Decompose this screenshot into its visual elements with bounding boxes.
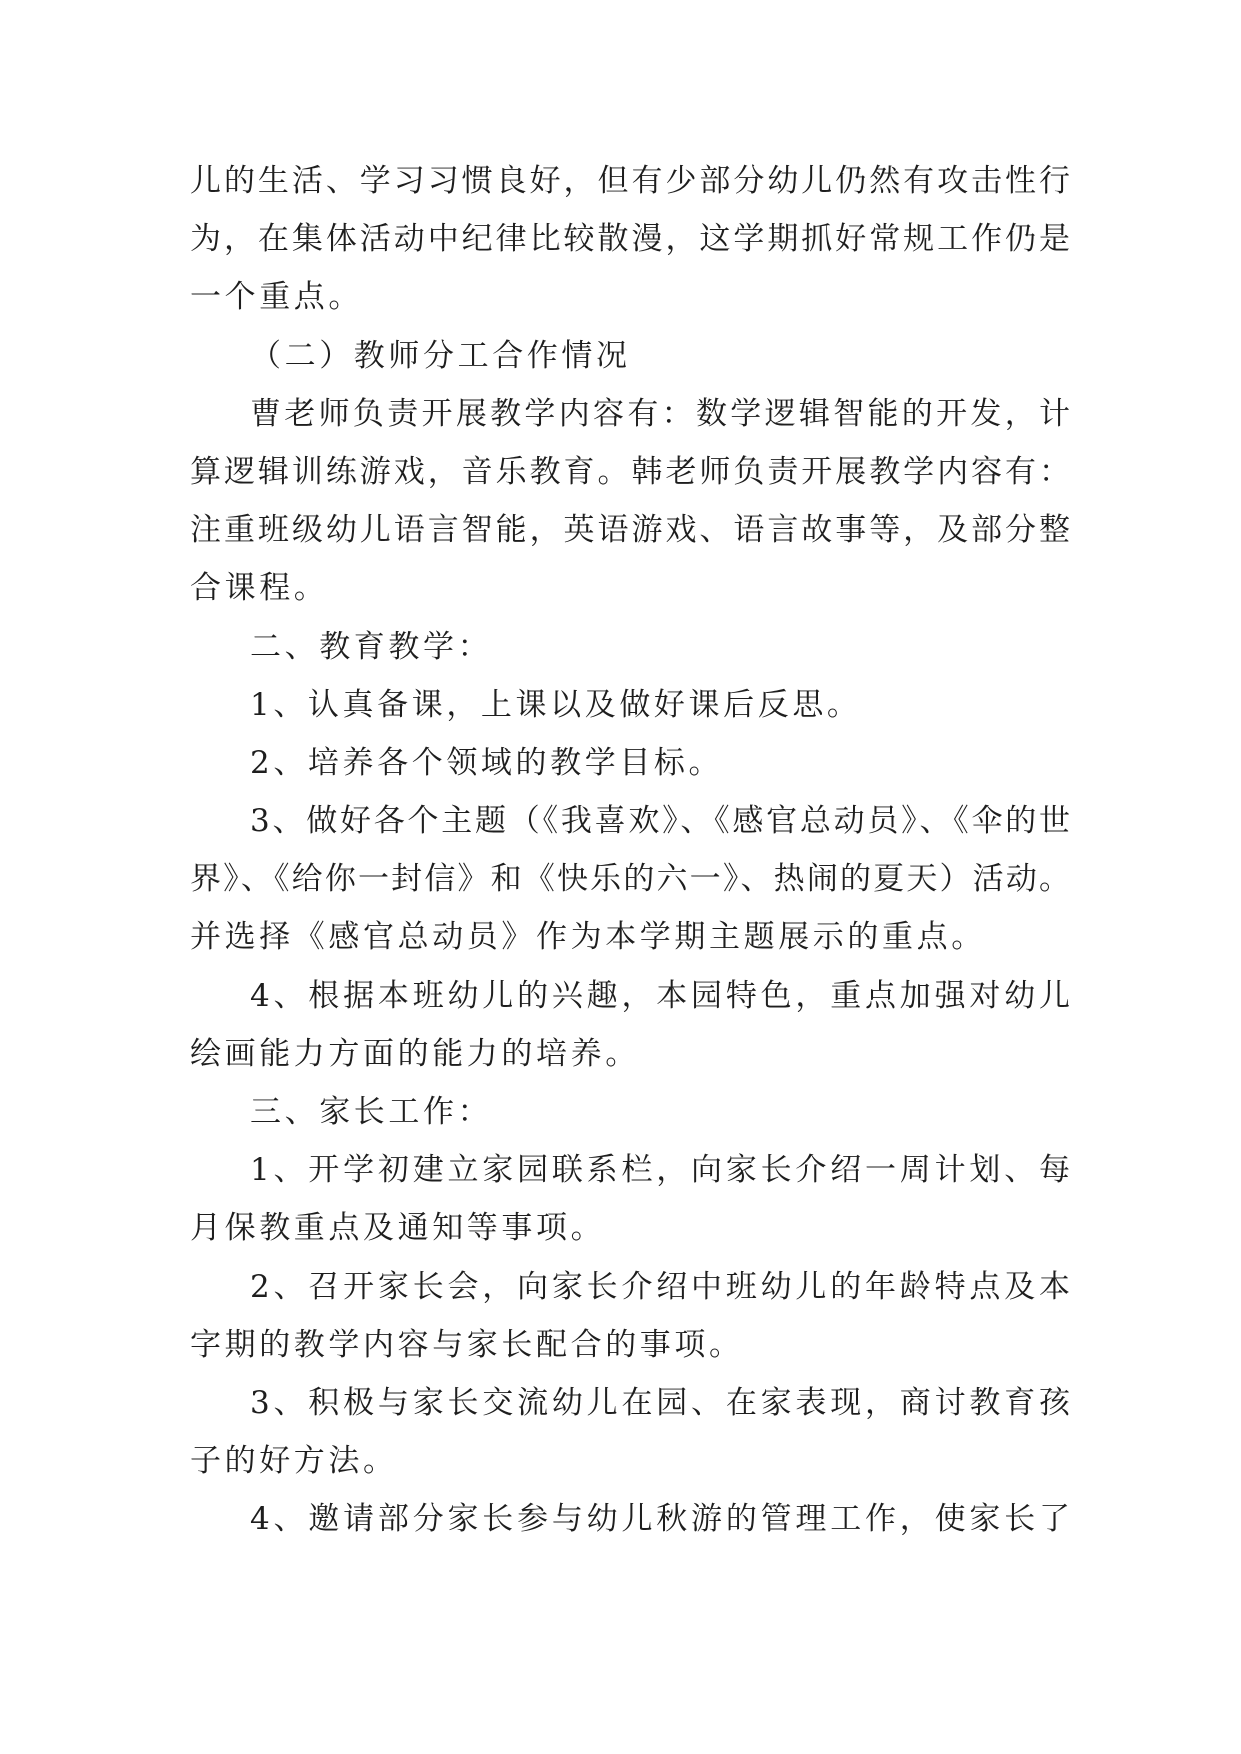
text-line: 字期的教学内容与家长配合的事项。	[190, 1326, 744, 1363]
text-line: 为，在集体活动中纪律比较散漫，这学期抓好常规工作仍是	[190, 221, 1070, 258]
list-item: 2、召开家长会，向家长介绍中班幼儿的年龄特点及本	[250, 1268, 1070, 1305]
text-line: 曹老师负责开展教学内容有：数学逻辑智能的开发，计	[250, 395, 1070, 432]
section-heading: （二）教师分工合作情况	[250, 337, 631, 374]
text-line: 注重班级幼儿语言智能，英语游戏、语言故事等，及部分整	[190, 512, 1070, 549]
text-line: 合课程。	[190, 570, 329, 607]
section-heading: 二、教育教学：	[250, 628, 493, 665]
text-line: 子的好方法。	[190, 1443, 398, 1480]
list-item: 1、认真备课，上课以及做好课后反思。	[250, 686, 862, 723]
text-line: 月保教重点及通知等事项。	[190, 1210, 606, 1247]
section-heading: 三、家长工作：	[250, 1094, 493, 1130]
list-item: 4、根据本班幼儿的兴趣，本园特色，重点加强对幼儿	[250, 977, 1070, 1014]
list-item: 4、邀请部分家长参与幼儿秋游的管理工作，使家长了	[250, 1501, 1070, 1538]
text-line: 儿的生活、学习习惯良好，但有少部分幼儿仍然有攻击性行	[190, 163, 1070, 199]
text-line: 并选择《感官总动员》作为本学期主题展示的重点。	[190, 919, 986, 956]
text-line: 绘画能力方面的能力的培养。	[190, 1035, 640, 1072]
text-line: 算逻辑训练游戏，音乐教育。韩老师负责开展教学内容有：	[190, 453, 1070, 490]
document-body	[190, 152, 1070, 1549]
list-item: 1、开学初建立家园联系栏，向家长介绍一周计划、每	[250, 1152, 1070, 1189]
text-line: 界》、《给你一封信》和《快乐的六一》、热闹的夏天）活动。	[190, 861, 1070, 898]
list-item: 3、做好各个主题（《我喜欢》、《感官总动员》、《伞的世	[250, 803, 1070, 840]
list-item: 2、培养各个领域的教学目标。	[250, 744, 724, 781]
text-line: 一个重点。	[190, 279, 363, 316]
list-item: 3、积极与家长交流幼儿在园、在家表现，商讨教育孩	[250, 1384, 1070, 1421]
